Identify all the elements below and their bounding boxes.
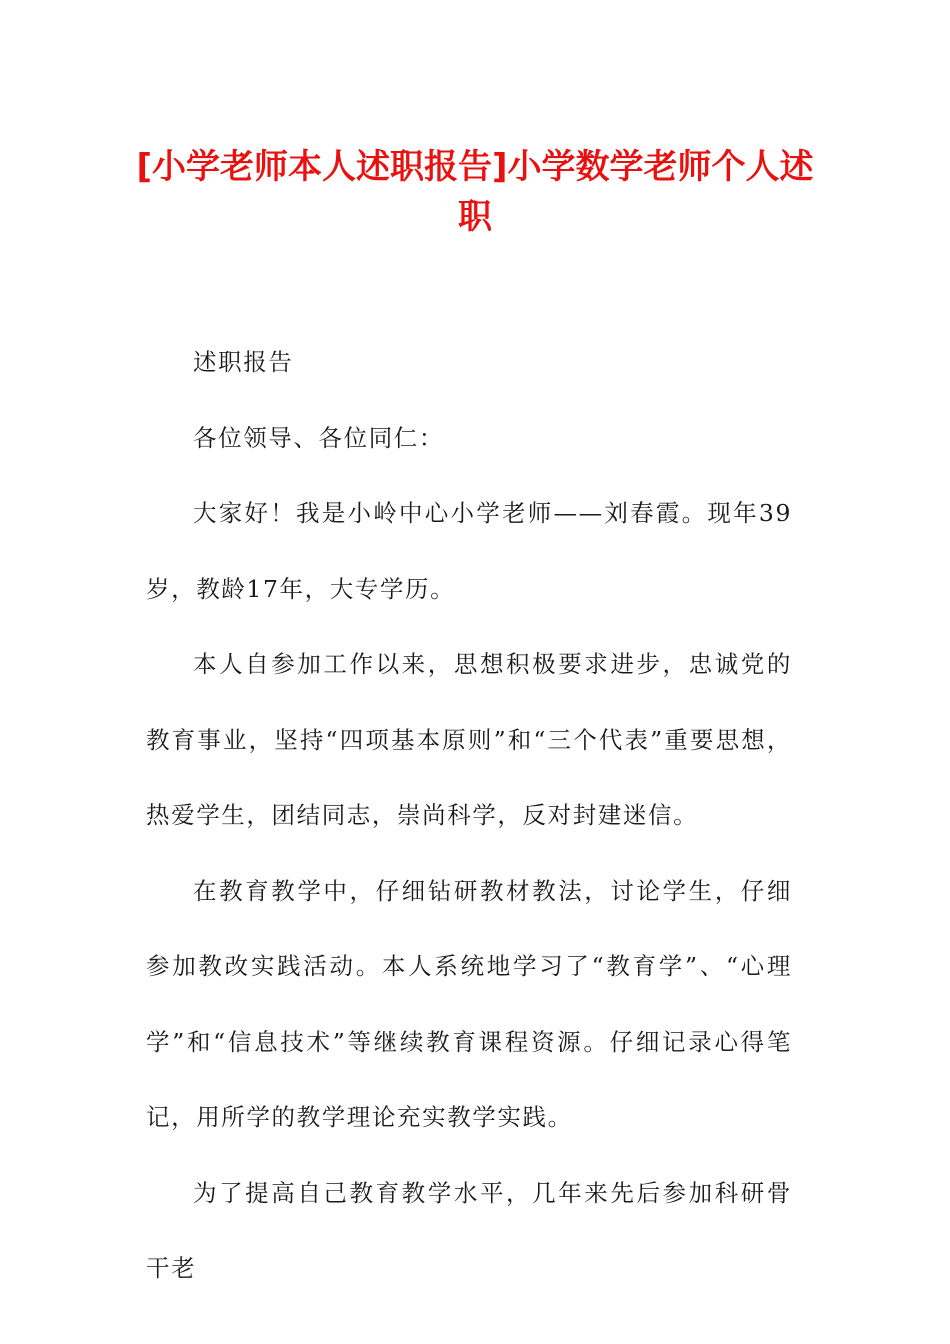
paragraph-teaching: 在教育教学中，仔细钻研教材教法，讨论学生，仔细参加教改实践活动。本人系统地学习了“教育学”、“心理学”和“信息技术”等继续教育课程资源。仔细记录心得笔记，用所学的教学理论充实教学实践。 <box>146 876 792 1131</box>
paragraph-heading: 述职报告 <box>193 348 294 376</box>
document-title: [小学老师本人述职报告]小学数学老师个人述职 <box>136 147 814 237</box>
paragraph-salutation: 各位领导、各位同仁： <box>193 423 444 452</box>
document-body <box>146 325 792 1307</box>
paragraph-improvement: 为了提高自己教育教学水平，几年来先后参加科研骨干老 <box>146 1178 792 1282</box>
paragraph-introduction: 大家好！我是小岭中心小学老师——刘春霞。现年39岁，教龄17年，大专学历。 <box>146 499 792 603</box>
paragraph-ideology: 本人自参加工作以来，思想积极要求进步，忠诚党的教育事业，坚持“四项基本原则”和“三个代表”重要思想，热爱学生，团结同志，崇尚科学，反对封建迷信。 <box>146 650 792 829</box>
